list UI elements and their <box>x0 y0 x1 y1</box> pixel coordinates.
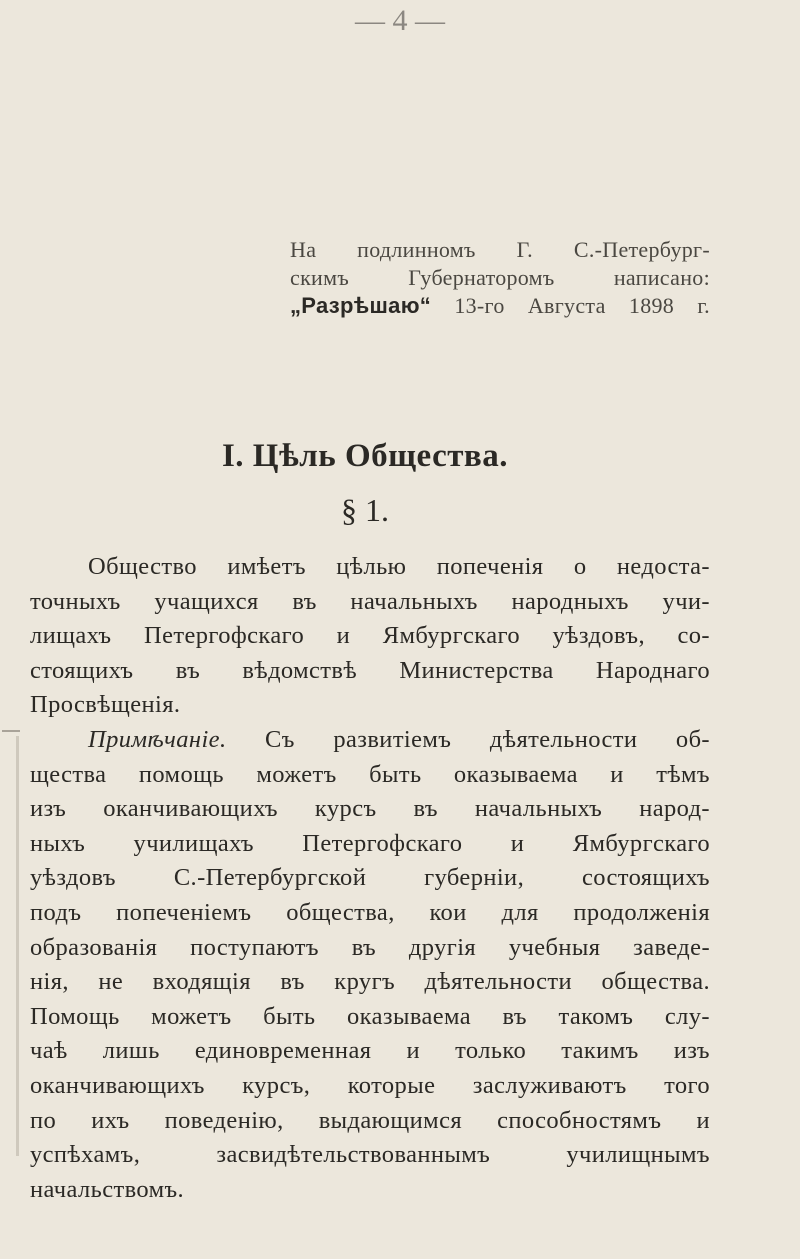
margin-line <box>16 736 19 1156</box>
note-line: Помощь можетъ быть оказываема въ такомъ слу- <box>30 1002 710 1030</box>
paragraph-line: стоящихъ въ вѣдомствѣ Министерства Народнаго <box>30 656 710 684</box>
paragraph-line: лищахъ Петергофскаго и Ямбургскаго уѣздовъ, со- <box>30 622 710 650</box>
note-line: изъ оканчивающихъ курсъ въ начальныхъ народ- <box>30 795 710 823</box>
note-line: образованія поступаютъ въ другія учебныя заведе- <box>30 933 710 961</box>
paragraph-line: точныхъ учащихся въ начальныхъ народныхъ учи- <box>30 587 710 615</box>
note-line: оканчивающихъ курсъ, которые заслуживаютъ того <box>30 1071 710 1099</box>
approval-line-2: скимъ Губернаторомъ написано: <box>290 265 710 290</box>
note-line: щества помощь можетъ быть оказываема и тѣмъ <box>30 760 710 788</box>
paragraph-line: Просвѣщенія. <box>30 691 181 719</box>
note-line: по ихъ поведенію, выдающимся способностямъ и <box>30 1106 710 1134</box>
approval-line-1: На подлинномъ Г. С.-Петербург- <box>290 237 710 262</box>
section-number: § 1. <box>341 492 389 528</box>
note-line: ныхъ училищахъ Петергофскаго и Ямбургскаго <box>30 829 710 857</box>
body-text <box>30 550 710 1207</box>
approval-line-3 <box>290 292 710 320</box>
approval-date: 13-го Августа 1898 г. <box>454 293 710 318</box>
note-line: нія, не входящія въ кругъ дѣятельности общества. <box>30 968 710 996</box>
margin-mark <box>2 730 20 732</box>
note-line: успѣхамъ, засвидѣтельствованнымъ училищнымъ <box>30 1141 710 1169</box>
page-number: — 4 — <box>355 4 445 37</box>
note-line: начальствомъ. <box>30 1175 185 1203</box>
note-line: подъ попеченіемъ общества, кои для продолженія <box>30 898 710 926</box>
note-first-line <box>30 723 710 758</box>
note-line: чаѣ лишь единовременная и только такимъ изъ <box>30 1037 710 1065</box>
paragraph-line: Общество имѣетъ цѣлью попеченія о недоста- <box>88 553 710 580</box>
chapter-heading: I. Цѣль Общества. <box>221 438 509 474</box>
note-line: уѣздовъ С.-Петербургской губерніи, состоящихъ <box>30 864 710 892</box>
censorship-approval <box>290 236 710 320</box>
note-text: Съ развитіемъ дѣятельности об- <box>265 725 710 753</box>
approval-resolution: „Разрѣшаю“ <box>290 293 432 318</box>
note-label: Примѣчаніе. <box>88 725 227 753</box>
